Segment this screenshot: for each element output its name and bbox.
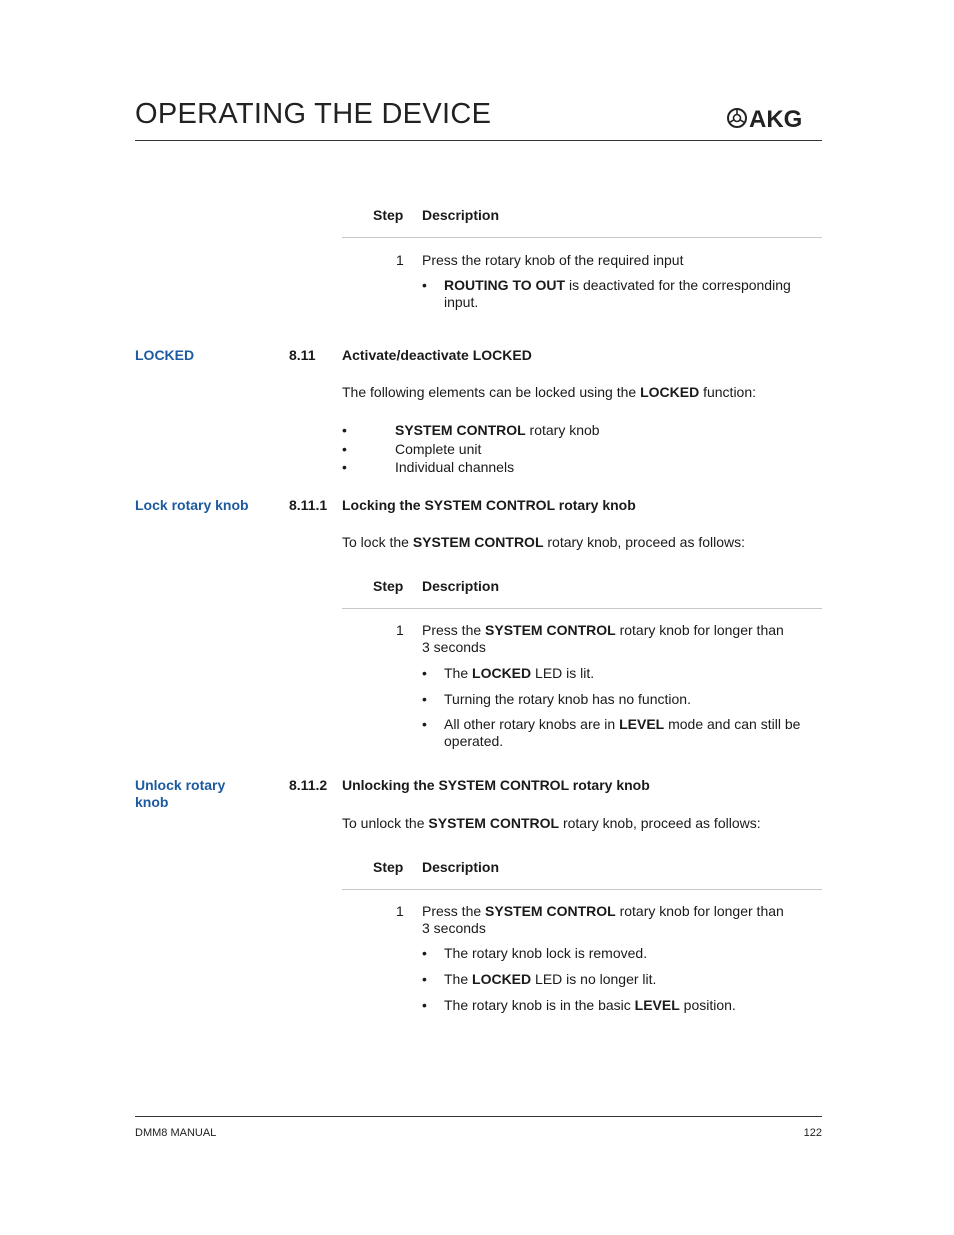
bullet: • <box>422 716 427 732</box>
table-rule <box>342 889 822 890</box>
footer-manual-name: DMM8 MANUAL <box>135 1127 217 1139</box>
section-title: Unlocking the SYSTEM CONTROL rotary knob <box>342 777 650 793</box>
table-header-step: Step <box>373 207 404 223</box>
table-header-description: Description <box>422 578 500 594</box>
step-bullet-text: All other rotary knobs are in LEVEL mode and can still be operated. <box>444 716 801 749</box>
logo-text: AKG <box>749 106 803 130</box>
step-bullet-text: The LOCKED LED is lit. <box>444 665 595 681</box>
section-intro: The following elements can be locked using the LOCKED function: <box>342 384 757 400</box>
section-number: 8.11 <box>289 347 316 363</box>
step-text: Press the SYSTEM CONTROL rotary knob for longer than 3 seconds <box>422 622 784 655</box>
step-number: 1 <box>396 622 404 638</box>
step-number: 1 <box>396 252 404 268</box>
bullet: • <box>342 422 347 438</box>
table-rule <box>342 608 822 609</box>
step-text: Press the SYSTEM CONTROL rotary knob for longer than 3 seconds <box>422 903 784 936</box>
step-number: 1 <box>396 903 404 919</box>
step-bullet-text: The LOCKED LED is no longer lit. <box>444 971 657 987</box>
footer-rule <box>135 1116 822 1117</box>
bullet: • <box>342 441 347 457</box>
sidebar-heading-lock-rotary-knob: Lock rotary knob <box>135 497 249 513</box>
step-bullet-text: Turning the rotary knob has no function. <box>444 691 691 707</box>
list-item: Individual channels <box>395 459 515 475</box>
page-title: OPERATING THE DEVICE <box>135 98 492 130</box>
bullet: • <box>422 945 427 961</box>
step-text: Press the rotary knob of the required input <box>422 252 684 268</box>
section-number: 8.11.1 <box>289 497 328 513</box>
step-bullet-text: The rotary knob is in the basic LEVEL position. <box>444 997 736 1013</box>
bullet: • <box>422 665 427 681</box>
sidebar-heading-unlock-rotary-knob: Unlock rotary knob <box>135 777 226 810</box>
section-title: Locking the SYSTEM CONTROL rotary knob <box>342 497 636 513</box>
bullet: • <box>342 459 347 475</box>
table-header-step: Step <box>373 578 404 594</box>
list-item: Complete unit <box>395 441 482 457</box>
table-rule <box>342 237 822 238</box>
bullet: • <box>422 277 427 293</box>
table-header-description: Description <box>422 859 500 875</box>
section-intro: To unlock the SYSTEM CONTROL rotary knob, proceed as follows: <box>342 815 761 831</box>
step-bullet-text: The rotary knob lock is removed. <box>444 945 648 961</box>
header-rule <box>135 140 822 141</box>
sidebar-heading-locked: LOCKED <box>135 347 195 363</box>
akg-logo <box>727 106 823 130</box>
list-item: SYSTEM CONTROL rotary knob <box>395 422 600 438</box>
bullet: • <box>422 691 427 707</box>
page-number: 122 <box>803 1127 822 1139</box>
table-header-description: Description <box>422 207 500 223</box>
bullet: • <box>422 971 427 987</box>
section-title: Activate/deactivate LOCKED <box>342 347 532 363</box>
table-header-step: Step <box>373 859 404 875</box>
section-number: 8.11.2 <box>289 777 328 793</box>
section-intro: To lock the SYSTEM CONTROL rotary knob, proceed as follows: <box>342 534 746 550</box>
bullet: • <box>422 997 427 1013</box>
step-bullet-text: ROUTING TO OUT is deactivated for the corresponding input. <box>444 277 791 310</box>
